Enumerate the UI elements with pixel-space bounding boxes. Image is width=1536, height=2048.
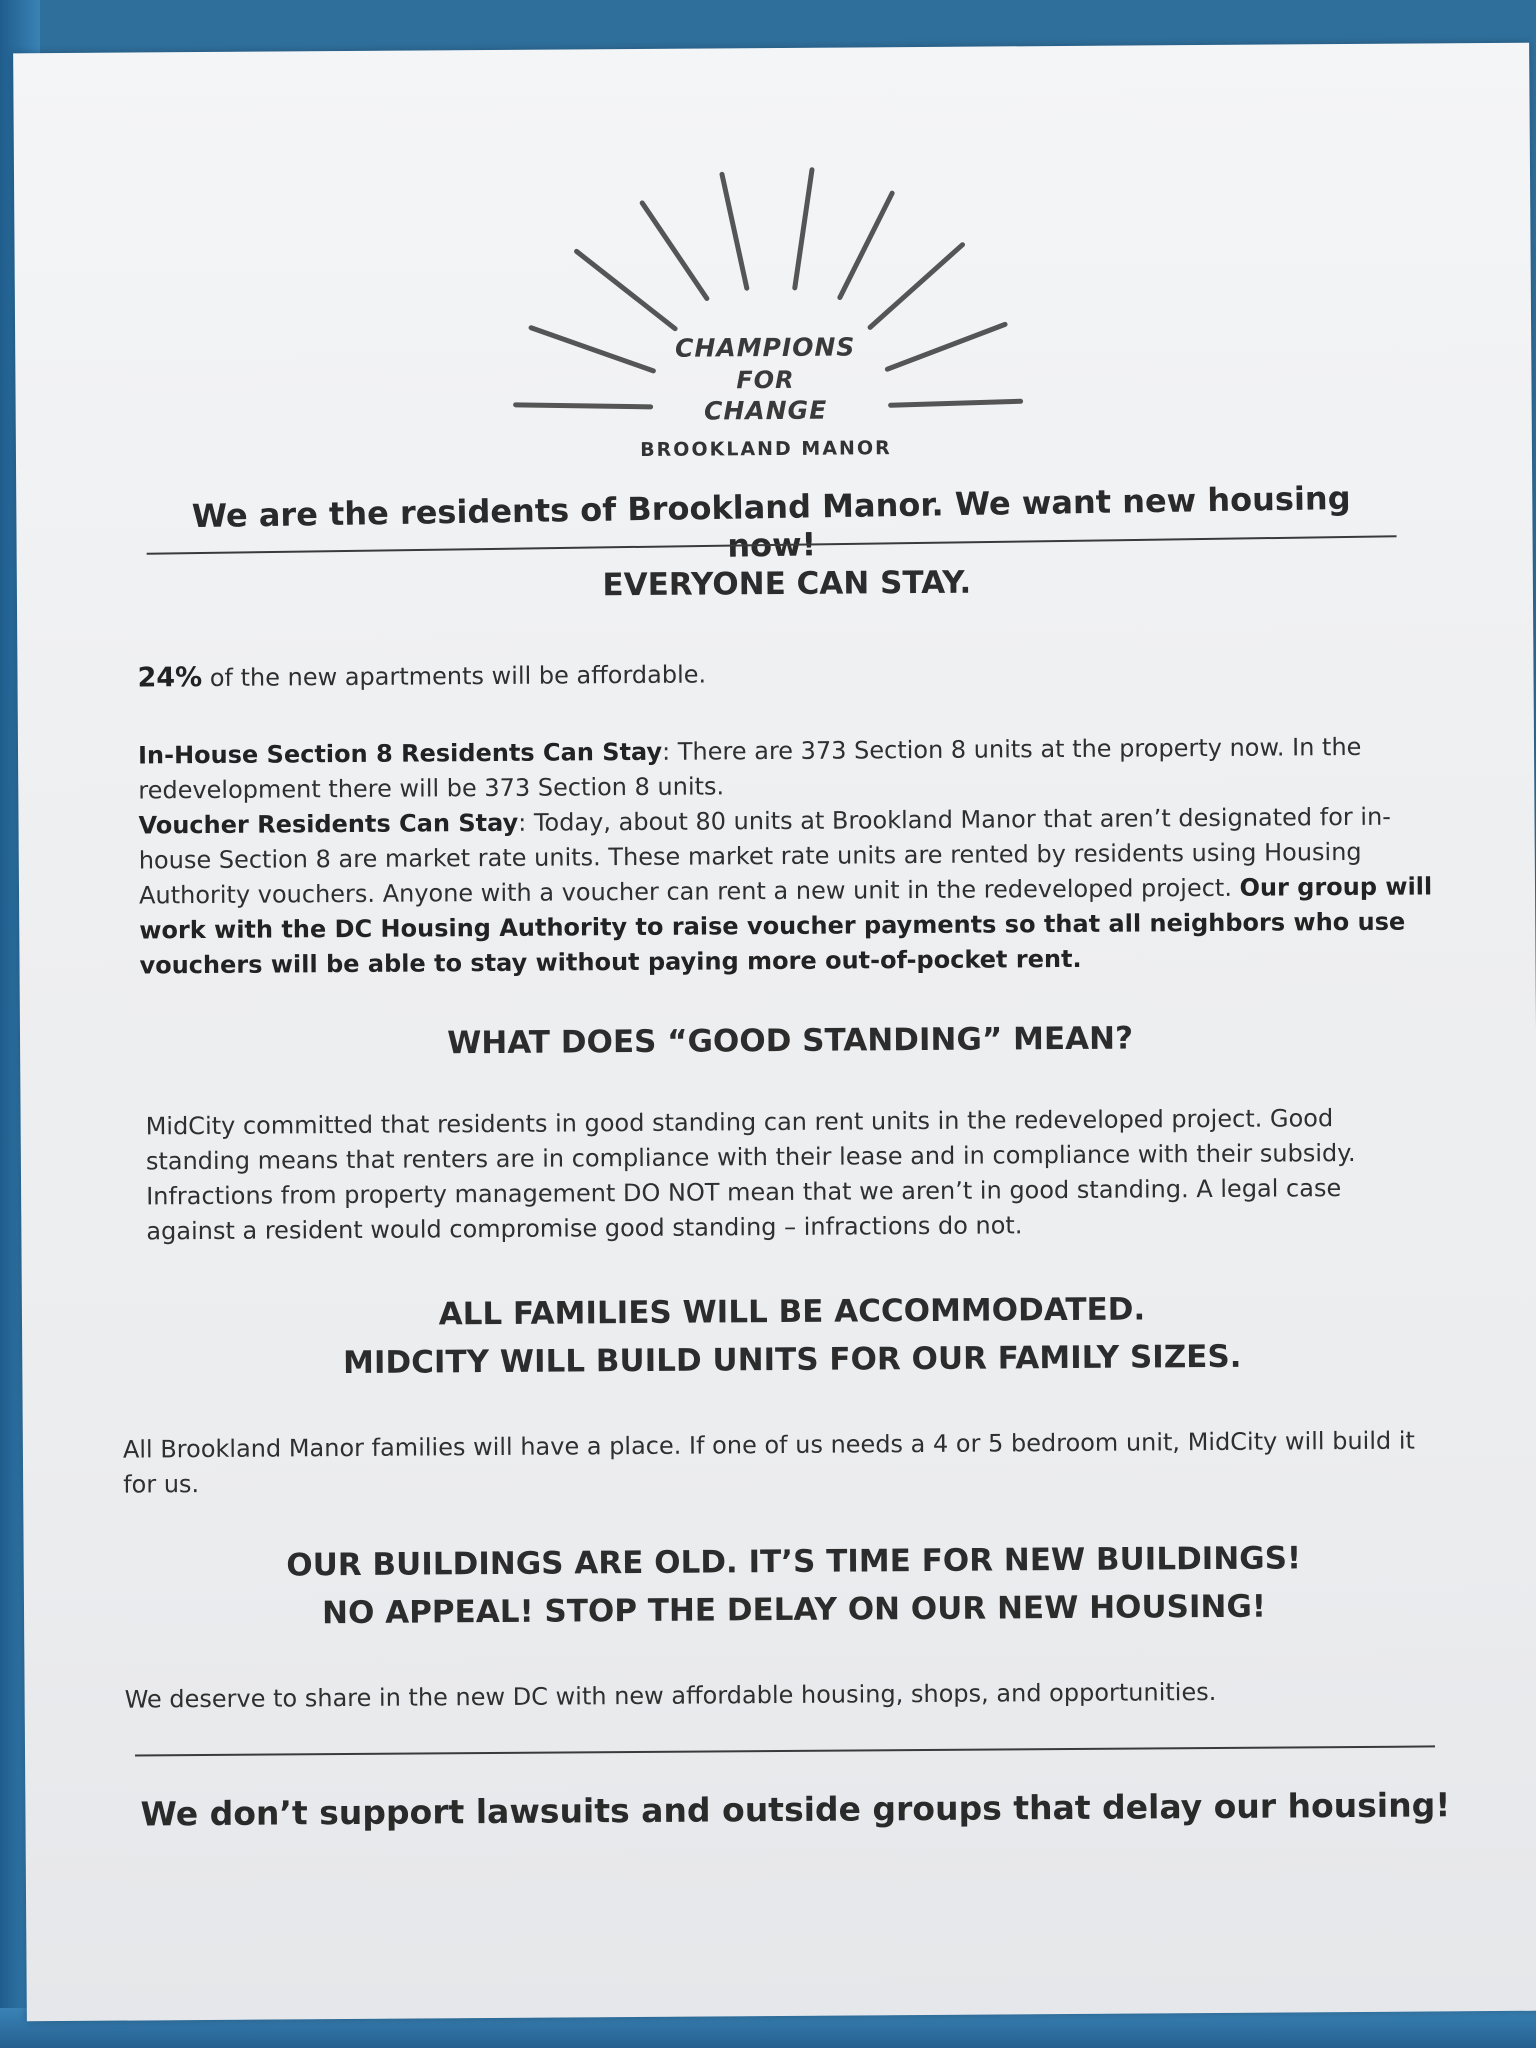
voucher-text: : Today, about 80 units at Brookland Manor that aren’t designated for in-house Section 8 are market rate units. These market rate units are rented by residents using Housing Authority vouchers. Anyone with a voucher can rent a new unit in the redeveloped project. (138, 802, 1391, 910)
paragraph-buildings: We deserve to share in the new DC with new affordable housing, shops, and opportunities. (124, 1677, 1217, 1714)
heading-everyone-can-stay: EVERYONE CAN STAY. (602, 564, 972, 604)
paragraph-affordable (137, 651, 1437, 696)
heading-families-line2: MIDCITY WILL BUILD UNITS FOR OUR FAMILY SIZES. (342, 1338, 1242, 1382)
logo-line-change: CHANGE (703, 395, 828, 426)
heading-buildings-line1: OUR BUILDINGS ARE OLD. IT’S TIME FOR NEW BUILDINGS! (286, 1540, 1302, 1584)
flyer-page (13, 43, 1536, 2022)
voucher-bold-text: Our group will work with the DC Housing Authority to raise voucher payments so that all neighbors who use vouchers will be able to stay without paying more out-of-pocket rent. (139, 872, 1433, 980)
logo-subtitle: BROOKLAND MANOR (640, 437, 892, 461)
logo-line-for: FOR (736, 365, 795, 395)
affordable-text: of the new apartments will be affordable. (202, 660, 707, 693)
closing-divider (135, 1745, 1435, 1756)
inhouse-text: : There are 373 Section 8 units at the property now. In the redevelopment there will be 373 Section 8 units. (138, 732, 1362, 805)
affordable-percent: 24% (137, 662, 203, 694)
voucher-label: Voucher Residents Can Stay (138, 808, 519, 840)
paragraph-good-standing: MidCity committed that residents in good standing can rent units in the redeveloped project. Good standing means that renters are in compliance with their lease and in compliance with their subsidy. Infractions from property management DO NOT mean that we aren’t in good standing. A legal case against a resident would compromise good standing – infractions do not. (145, 1104, 1356, 1246)
champions-for-change-logo (494, 156, 1036, 470)
logo-line-champions: CHAMPIONS (674, 332, 856, 363)
inhouse-label: In-House Section 8 Residents Can Stay (137, 737, 663, 770)
heading-families-line1: ALL FAMILIES WILL BE ACCOMMODATED. (438, 1291, 1146, 1333)
heading-buildings-line2: NO APPEAL! STOP THE DELAY ON OUR NEW HOUSING! (321, 1588, 1267, 1632)
paragraph-families: All Brookland Manor families will have a place. If one of us needs a 4 or 5 bedroom unit, MidCity will build it for us. (122, 1426, 1415, 1499)
banner-headline: We are the residents of Brookland Manor. We want new housing (191, 478, 1351, 536)
paragraph-section8 (138, 729, 1440, 983)
closing-statement: We don’t support lawsuits and outside groups that delay our housing! (140, 1785, 1451, 1834)
heading-good-standing: WHAT DOES “GOOD STANDING” MEAN? (447, 1020, 1134, 1062)
